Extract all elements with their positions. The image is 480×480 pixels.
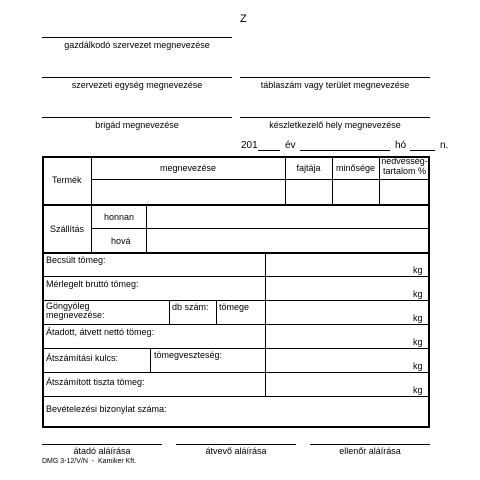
net-weight-field[interactable] [266, 325, 406, 348]
form-letter: Z [240, 13, 247, 25]
bale-pcs-label: db szám: [172, 302, 209, 312]
unit-kg: kg [413, 337, 423, 347]
divider [216, 300, 217, 324]
product-type-field[interactable] [286, 180, 332, 204]
estimated-weight-field[interactable] [266, 253, 406, 276]
converted-net-field[interactable] [266, 373, 406, 396]
receiver-signature-label: átvevő aláírása [205, 446, 267, 456]
product-name-field[interactable] [92, 180, 285, 204]
unit-kg: kg [413, 313, 423, 323]
product-label: Termék [52, 175, 82, 185]
gross-weight-label: Mérlegelt bruttó tömeg: [46, 279, 139, 289]
to-field[interactable] [147, 229, 430, 252]
converted-net-label: Átszámított tiszta tömeg: [46, 377, 145, 387]
divider [169, 300, 170, 324]
net-weight-label: Átadott, átvett nettó tömeg: [46, 327, 155, 337]
org-name-line[interactable] [42, 37, 232, 38]
unit-kg: kg [413, 265, 423, 275]
org-name-label: gazdálkodó szervezet megnevezése [64, 40, 210, 50]
brigade-line[interactable] [42, 117, 232, 118]
receipt-number-field[interactable] [170, 397, 428, 426]
brigade-label: brigád megnevezése [95, 120, 179, 130]
bale-name-label: Göngyöleg megnevezése: [46, 301, 105, 320]
quality-column-header: minősége [335, 163, 376, 173]
warehouse-line[interactable] [240, 117, 430, 118]
year-label: év [285, 140, 296, 151]
from-field[interactable] [147, 205, 430, 228]
warehouse-label: készletkezelő hely megnevezése [269, 120, 401, 130]
form-code: DMG 3-12/V/N - Kamiker Kft. [42, 458, 137, 465]
type-column-header: fajtája [296, 163, 321, 173]
year-line[interactable] [258, 150, 280, 151]
day-label: n. [440, 140, 449, 151]
giver-signature-line[interactable] [42, 444, 162, 445]
giver-signature-label: átadó aláírása [73, 446, 131, 456]
unit-line[interactable] [42, 77, 232, 78]
name-column-header: megnevezése [159, 163, 217, 173]
day-line[interactable] [410, 150, 435, 151]
controller-signature-label: ellenőr aláírása [339, 446, 401, 456]
product-quality-field[interactable] [333, 180, 379, 204]
plate-line[interactable] [240, 77, 430, 78]
month-name-line[interactable] [300, 150, 390, 151]
transport-label: Szállítás [50, 224, 85, 234]
to-label: hová [111, 236, 131, 246]
weight-loss-field[interactable] [266, 349, 406, 372]
controller-signature-line[interactable] [310, 444, 430, 445]
receipt-number-label: Bevételezési bizonylat száma: [46, 404, 167, 414]
gross-weight-field[interactable] [266, 277, 406, 300]
moisture-column-header: nedvesség- tartalom % [381, 156, 428, 176]
unit-kg: kg [413, 361, 423, 371]
unit-label: szervezeti egység megnevezése [71, 80, 203, 90]
conversion-key-label: Átszámítási kulcs: [46, 353, 119, 363]
unit-kg: kg [413, 385, 423, 395]
plate-label: táblaszám vagy terület megnevezése [260, 80, 410, 90]
year-prefix: 201 [241, 140, 258, 151]
bale-weight-field[interactable] [266, 301, 406, 324]
product-moisture-field[interactable] [380, 180, 430, 204]
receiver-signature-line[interactable] [176, 444, 296, 445]
month-label: hó [395, 140, 407, 151]
bale-weight-label: tömege [219, 302, 250, 312]
unit-kg: kg [413, 289, 423, 299]
divider [150, 348, 151, 372]
estimated-weight-label: Becsült tömeg: [46, 255, 106, 265]
weight-loss-label: tömegveszteség: [154, 350, 223, 360]
from-label: honnan [104, 212, 135, 222]
